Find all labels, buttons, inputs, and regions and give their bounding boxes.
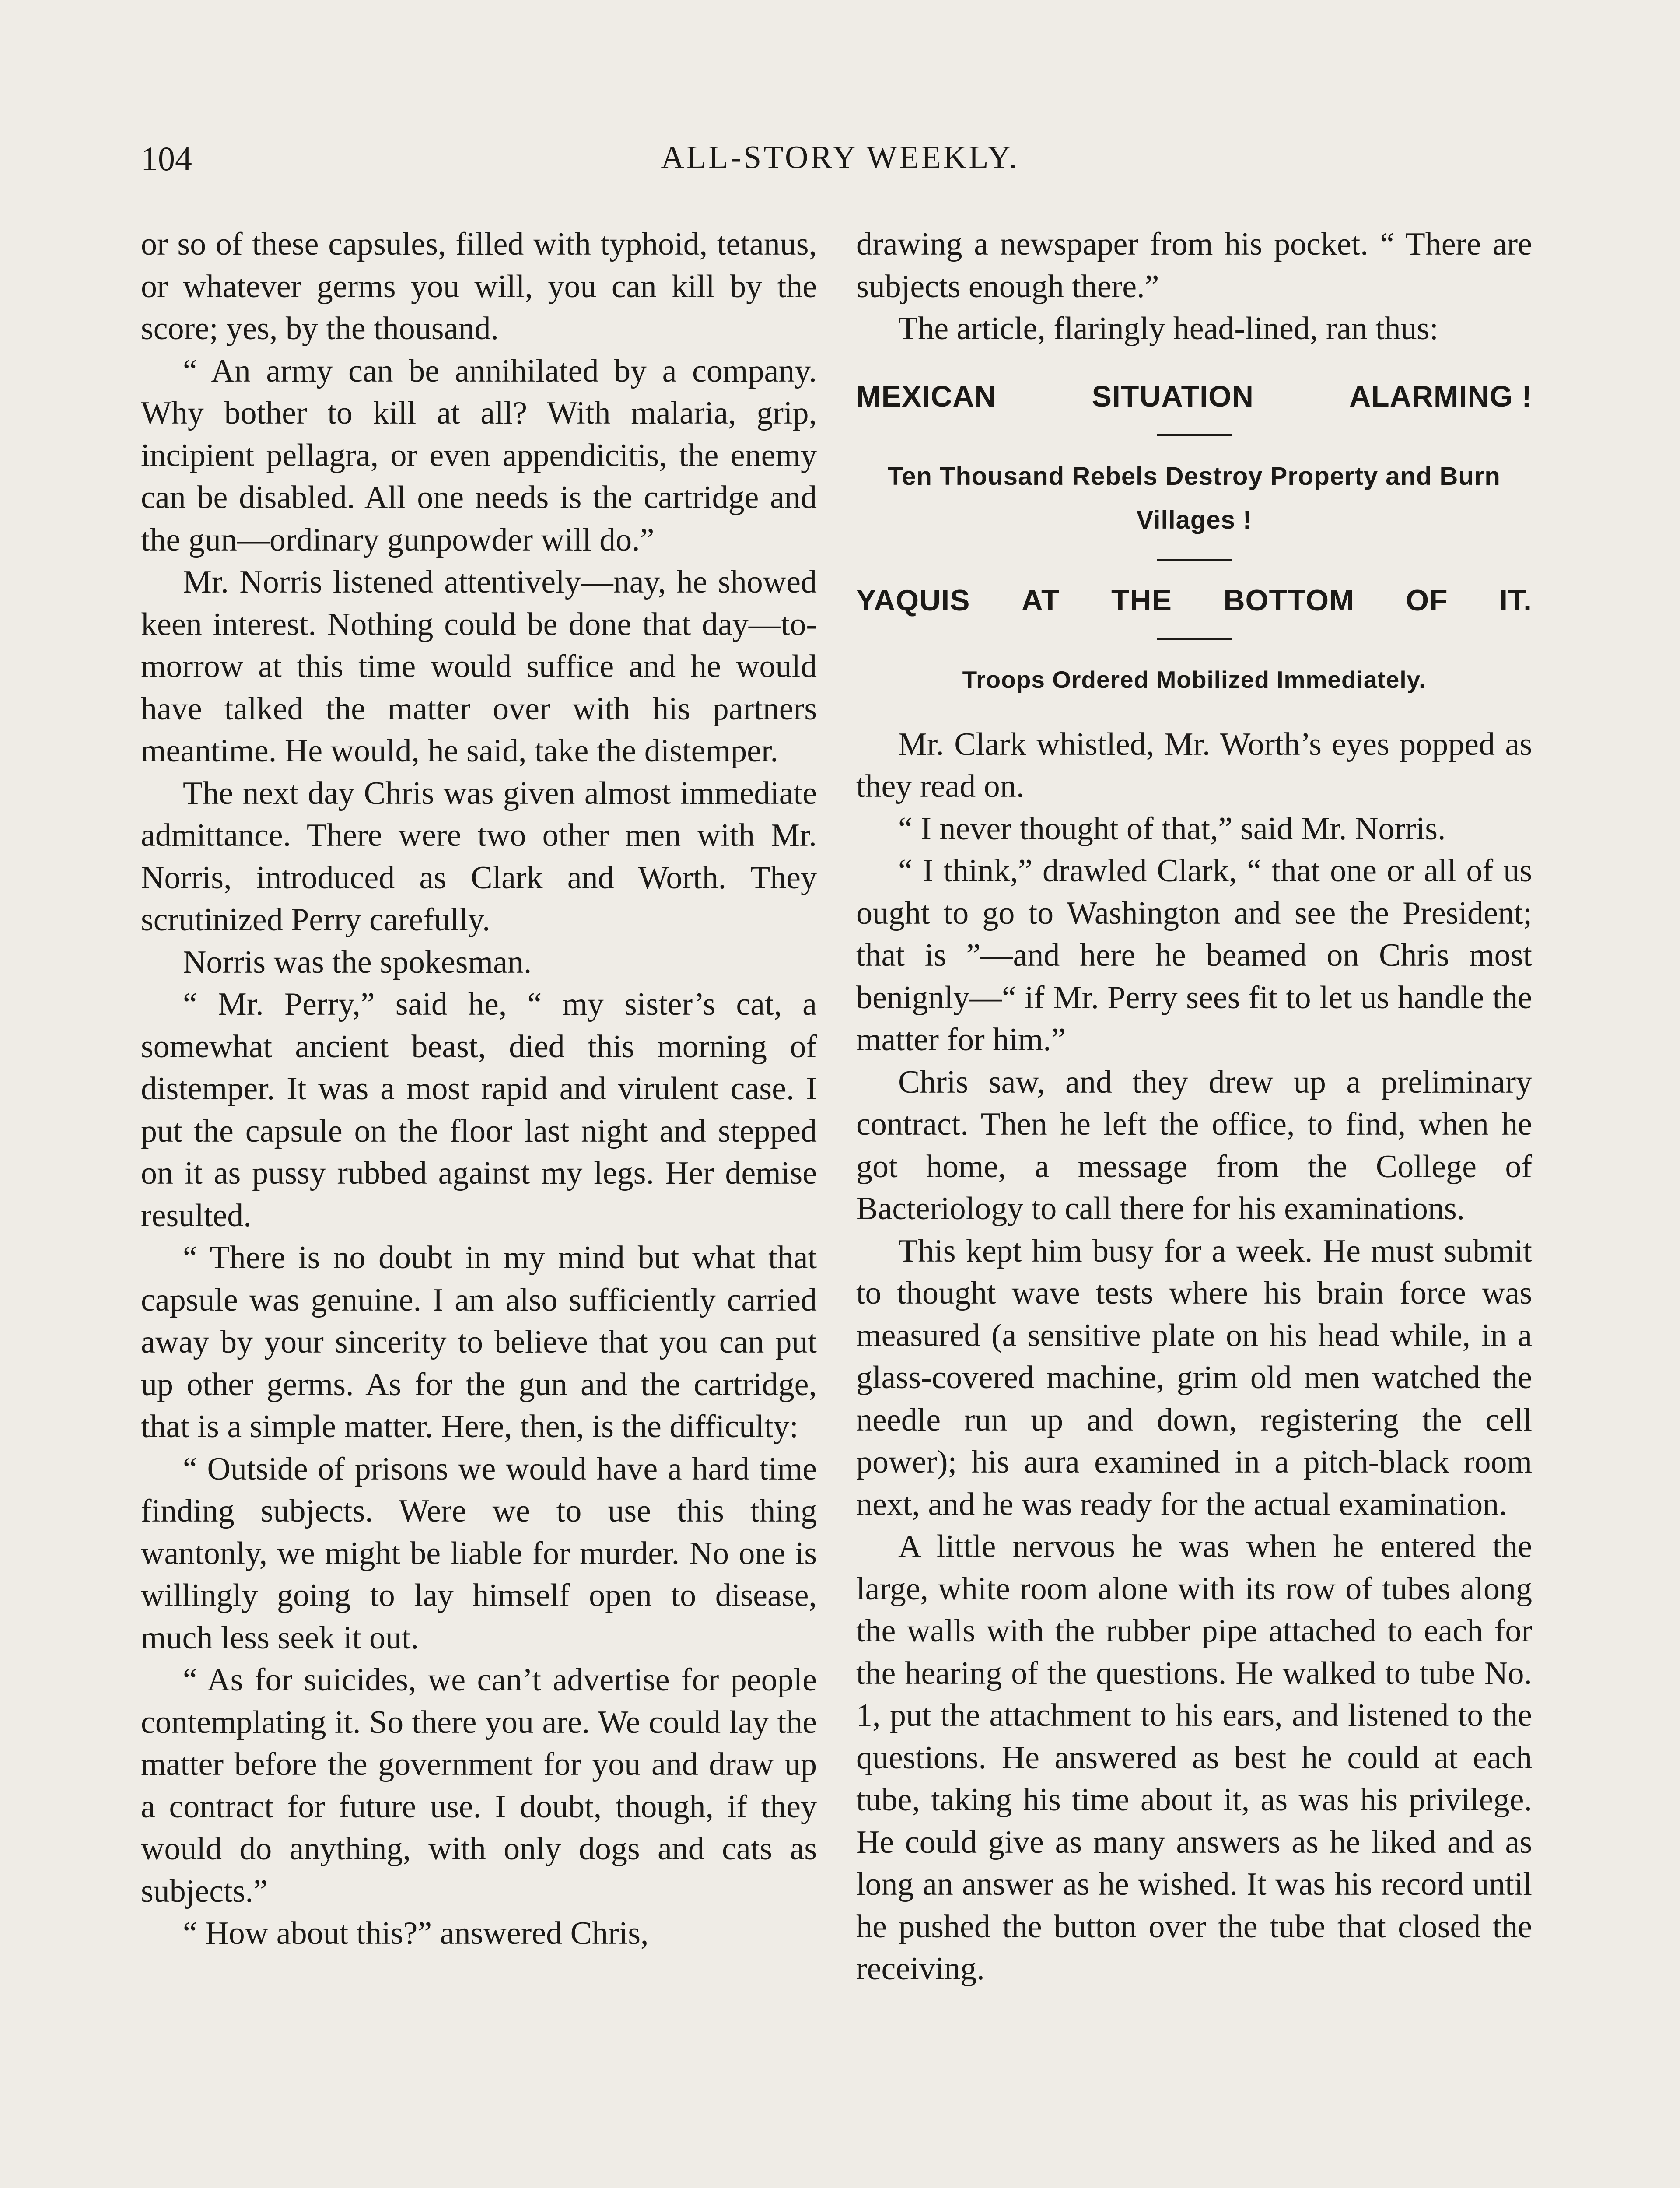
paragraph: or so of these capsules, filled with typhoid, tetanus, or whatever germs you will, you can kill by the score; yes, by the thousand.	[141, 226, 817, 347]
paragraph: This kept him busy for a week. He must submit to thought wave tests where his brain force was measured (a sensitive plate on his head while, in a glass-covered machine, grim old men watched the needle run up and down, registering the cell power); his aura examined in a pitch-black room next, and he was ready for the actual examination.	[856, 1233, 1532, 1522]
newspaper-subheadline: Troops Ordered Mobilized Immediately.	[962, 666, 1426, 693]
magazine-title: ALL-STORY WEEKLY.	[661, 140, 1019, 175]
newspaper-headline	[856, 579, 1532, 621]
headline-word: OF	[1406, 583, 1448, 617]
headline-word: IT.	[1499, 583, 1532, 617]
headline-word: BOTTOM	[1223, 583, 1354, 617]
right-column	[856, 223, 1532, 1990]
paragraph: Mr. Norris listened attentively—nay, he showed keen interest. Nothing could be done that day—to-morrow at this time would suffice and he would have talked the matter over with his partners meantime. He would, he said, take the distemper.	[141, 564, 817, 769]
paragraph: Mr. Clark whistled, Mr. Worth’s eyes popped as they read on.	[856, 726, 1532, 804]
headline-word: MEXICAN	[856, 379, 997, 413]
headline-word: THE	[1111, 583, 1172, 617]
running-head	[141, 139, 1539, 192]
paragraph: “ Outside of prisons we would have a hard time finding subjects. Were we to use this thing wantonly, we might be liable for murder. No one is willingly going to lay himself open to disease, much less seek it out.	[141, 1451, 817, 1656]
paragraph: “ Mr. Perry,” said he, “ my sister’s cat, a somewhat ancient beast, died this morning of distemper. It was a most rapid and virulent case. I put the capsule on the floor last night and stepped on it as pussy rubbed against my legs. Her demise resulted.	[141, 986, 817, 1234]
page-number: 104	[141, 140, 192, 178]
paragraph: “ As for suicides, we can’t advertise for people contemplating it. So there you are. We could lay the matter before the government for you and draw up a contract for future use. I doubt, though, if they would do anything, with only dogs and cats as subjects.”	[141, 1662, 817, 1909]
paragraph: “ I never thought of that,” said Mr. Norris.	[898, 810, 1446, 847]
paragraph: “ An army can be annihilated by a company. Why bother to kill at all? With malaria, grip, incipient pellagra, or even appendicitis, the enemy can be disabled. All one needs is the cartridge and the gun—ordinary gunpowder will do.”	[141, 353, 817, 558]
spacer	[856, 701, 1532, 723]
left-column	[141, 223, 817, 1955]
paragraph: “ There is no doubt in my mind but what that capsule was genuine. I am also sufficiently carried away by your sincerity to believe that you can put up other germs. As for the gun and the cartridge, that is a simple matter. Here, then, is the difficulty:	[141, 1240, 817, 1445]
headline-word: YAQUIS	[856, 583, 970, 617]
headline-word: ALARMING !	[1349, 379, 1532, 413]
paragraph: The next day Chris was given almost immediate admittance. There were two other men with Mr. Norris, introduced as Clark and Worth. They scrutinized Perry carefully.	[141, 775, 817, 938]
headline-word: SITUATION	[1092, 379, 1254, 413]
divider-rule	[1157, 559, 1232, 561]
paragraph: Norris was the spokesman.	[183, 944, 532, 980]
newspaper-headline	[856, 375, 1532, 417]
headline-word: AT	[1021, 583, 1060, 617]
paragraph: “ I think,” drawled Clark, “ that one or all of us ought to go to Washington and see the President; that is ”—and here he beamed on Chris most benignly—“ if Mr. Perry sees fit to let us handle the matter for him.”	[856, 853, 1532, 1058]
divider-rule	[1157, 434, 1232, 436]
paragraph: A little nervous he was when he entered the large, white room alone with its row of tubes along the walls with the rubber pipe attached to each for the hearing of the questions. He walked to tube No. 1, put the attachment to his ears, and listened to the questions. He answered as best he could at each tube, taking his time about it, as was his privilege. He could give as many answers as he liked and as long an answer as he wished. It was his record until he pushed the button over the tube that closed the receiving.	[856, 1529, 1532, 1987]
paragraph: Chris saw, and they drew up a preliminary contract. Then he left the office, to find, when he got home, a message from the College of Bacteriology to call there for his examinations.	[856, 1064, 1532, 1227]
divider-rule	[1157, 638, 1232, 640]
paragraph: drawing a newspaper from his pocket. “ There are subjects enough there.”	[856, 226, 1532, 305]
paragraph: The article, flaringly head-lined, ran thus:	[898, 311, 1438, 347]
paragraph: “ How about this?” answered Chris,	[183, 1915, 649, 1951]
newspaper-subheadline: Ten Thousand Rebels Destroy Property and Burn Villages !	[888, 462, 1501, 534]
